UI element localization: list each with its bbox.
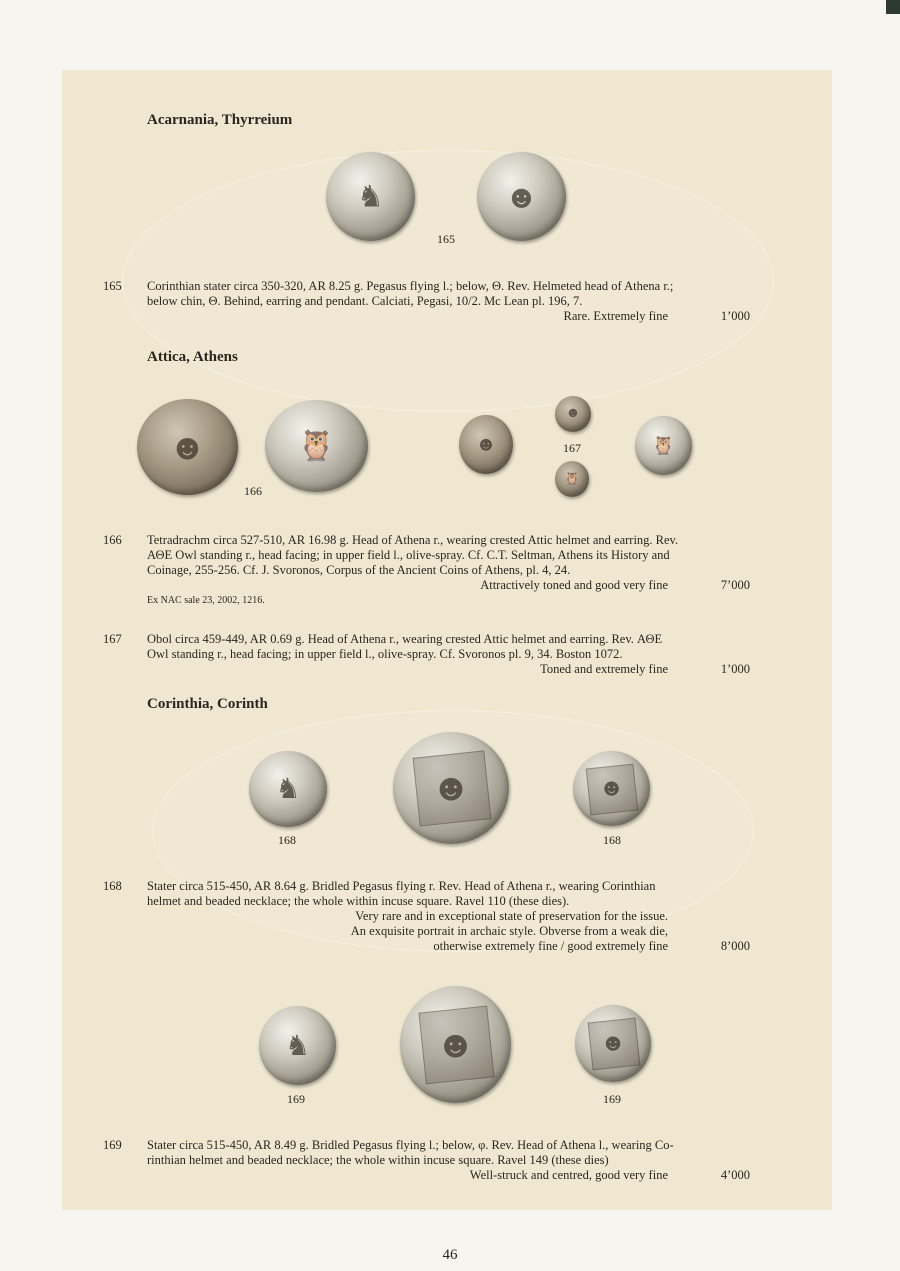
athena-head-icon: ☻ — [168, 427, 207, 467]
page-edge-mark — [886, 0, 900, 14]
coin-166-obverse — [137, 399, 238, 495]
athena-head-icon: ☻ — [431, 767, 471, 809]
athena-head-icon: ☻ — [475, 433, 497, 455]
plate-number: 167 — [563, 441, 581, 455]
page-number: 46 — [442, 1247, 458, 1263]
lot-description — [147, 533, 757, 578]
athena-head-icon: ☻ — [565, 406, 581, 421]
pegasus-icon: ♞ — [284, 1030, 311, 1062]
description-line: Stater circa 515-450, AR 8.64 g. Bridled Pegasus flying r. Rev. Head of Athena r., wearing Corinthian — [147, 879, 656, 893]
description-line: Stater circa 515-450, AR 8.49 g. Bridled Pegasus flying l.; below, φ. Rev. Head of Athena l., wearing Co- — [147, 1138, 674, 1152]
section-title: Acarnania, Thyrreium — [147, 112, 293, 128]
lot-estimate: 8’000 — [720, 939, 750, 953]
lot-number: 168 — [103, 879, 122, 893]
coin-168-reverse — [573, 751, 650, 826]
lot-estimate: 4’000 — [720, 1168, 750, 1182]
plate-number: 168 — [603, 833, 621, 847]
description-line: Coinage, 255-256. Cf. J. Svoronos, Corpus of the Ancient Coins of Athens, pl. 4, 24. — [147, 563, 571, 577]
lot-grade: Attractively toned and good very fine — [480, 578, 668, 592]
coin-167-obverse-large — [459, 415, 513, 474]
description-line: helmet and beaded necklace; the whole within incuse square. Ravel 110 (these dies). — [147, 894, 570, 908]
plate-number: 169 — [287, 1092, 305, 1106]
owl-icon: 🦉 — [564, 471, 580, 486]
pegasus-icon: ♞ — [275, 774, 301, 805]
section-title: Attica, Athens — [147, 349, 238, 365]
lot-description — [147, 279, 757, 309]
owl-icon: 🦉 — [297, 429, 336, 463]
athena-head-icon: ☻ — [435, 1023, 476, 1066]
grade-line: Very rare and in exceptional state of preservation for the issue. — [355, 909, 668, 923]
coin-167-obverse — [555, 396, 591, 432]
lot-estimate: 1’000 — [720, 662, 750, 676]
coin-168-obverse — [249, 751, 327, 827]
description-line: Tetradrachm circa 527-510, AR 16.98 g. Head of Athena r., wearing crested Attic helmet and earring. Rev. — [147, 533, 679, 547]
description-line: below chin, Θ. Behind, earring and pendant. Calciati, Pegasi, 10/2. Mc Lean pl. 196, 7. — [147, 294, 583, 308]
lot-grade: Rare. Extremely fine — [563, 309, 668, 323]
plate-number: 168 — [278, 833, 296, 847]
coin-165-obverse — [326, 152, 415, 241]
description-line: Owl standing r., head facing; in upper field l., olive-spray. Cf. Svoronos pl. 9, 34. Boston 1072. — [147, 647, 623, 661]
lot-number: 167 — [103, 632, 122, 646]
lot-number: 165 — [103, 279, 122, 293]
coin-169-reverse — [575, 1005, 651, 1082]
coin-169-obverse — [259, 1006, 336, 1085]
lot-number: 166 — [103, 533, 122, 547]
plate-number: 166 — [244, 484, 262, 498]
lot-description — [147, 632, 757, 662]
lot-description — [147, 879, 757, 909]
coin-167-reverse-large — [635, 416, 692, 475]
description-line: rinthian helmet and beaded necklace; the whole within incuse square. Ravel 149 (these dies) — [147, 1153, 609, 1167]
grade-line: An exquisite portrait in archaic style. Obverse from a weak die, — [350, 924, 668, 938]
coin-168-reverse-large — [393, 732, 509, 844]
lot-grade: Toned and extremely fine — [540, 662, 668, 676]
description-line: Obol circa 459-449, AR 0.69 g. Head of Athena r., wearing crested Attic helmet and earring. Rev. ΑΘΕ — [147, 632, 663, 646]
grade-line: otherwise extremely fine / good extremely fine — [433, 939, 668, 953]
section-title: Corinthia, Corinth — [147, 696, 268, 712]
coin-169-reverse-large — [400, 986, 511, 1103]
athena-head-icon: ☻ — [600, 1030, 626, 1056]
coin-165-reverse — [477, 152, 566, 241]
lot-grade: Well-struck and centred, good very fine — [469, 1168, 668, 1182]
athena-head-icon: ☻ — [598, 775, 625, 801]
lot-provenance: Ex NAC sale 23, 2002, 1216. — [147, 595, 265, 606]
lot-description — [147, 1138, 759, 1168]
plate-number: 169 — [603, 1092, 621, 1106]
description-line: Corinthian stater circa 350-320, AR 8.25 g. Pegasus flying l.; below, Θ. Rev. Helmeted head of Athena r.; — [147, 279, 674, 293]
lot-number: 169 — [103, 1138, 122, 1152]
plate-number: 165 — [437, 232, 455, 246]
owl-icon: 🦉 — [652, 435, 675, 455]
lot-estimate: 1’000 — [720, 309, 750, 323]
coin-167-reverse — [555, 461, 589, 497]
pegasus-icon: ♞ — [357, 180, 384, 213]
lot-grade — [280, 909, 668, 954]
lot-estimate: 7’000 — [720, 578, 750, 592]
description-line: ΑΘΕ Owl standing r., head facing; in upper field l., olive-spray. Cf. C.T. Seltman, Athens its History and — [147, 548, 670, 562]
coin-166-reverse — [265, 400, 368, 492]
athena-head-icon: ☻ — [504, 178, 539, 214]
